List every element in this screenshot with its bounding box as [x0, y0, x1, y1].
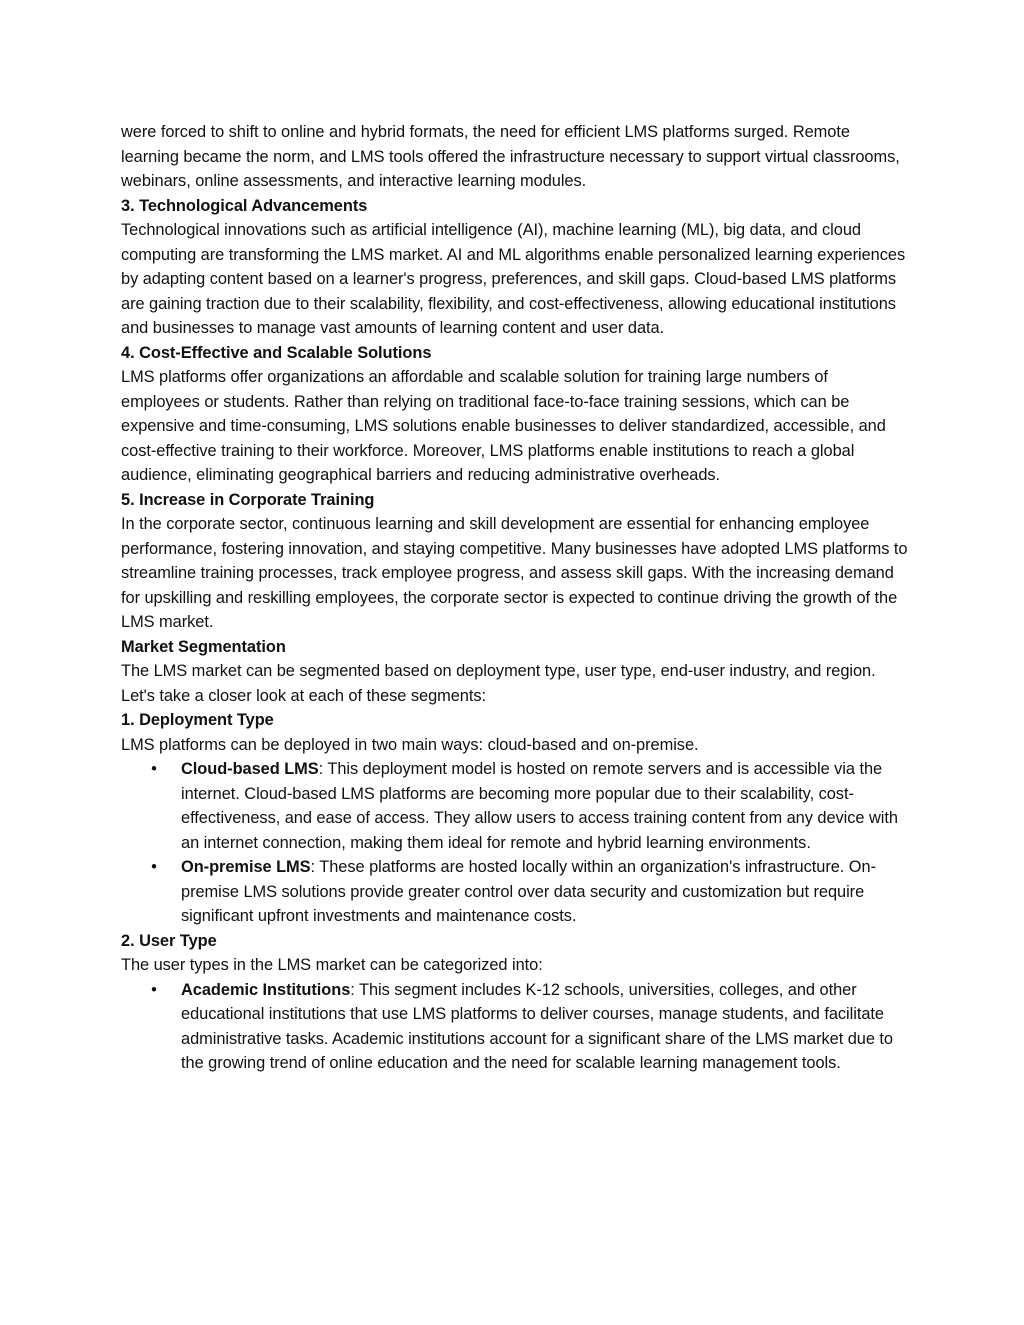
heading-cost-effective-solutions: 4. Cost-Effective and Scalable Solutions — [121, 343, 432, 362]
text-on-premise: : These platforms are hosted locally within an organization's infrastructure. On-premise LMS solutions provide greater control over data security and customization but require significant upfront investments and maintenance costs. — [181, 858, 876, 925]
user-type-list — [121, 978, 911, 1076]
text-academic-institutions: : This segment includes K-12 schools, universities, colleges, and other educational institutions that use LMS platforms to deliver courses, manage students, and facilitate administrative tasks. Academic institutions account for a significant share of the LMS market due to the growing trend of online education and the need for scalable learning management tools. — [181, 980, 893, 1072]
bullet-icon: • — [151, 760, 157, 778]
bullet-icon: • — [151, 980, 157, 999]
paragraph-user-type: The user types in the LMS market can be categorized into: — [121, 956, 543, 974]
paragraph-market-segmentation: The LMS market can be segmented based on deployment type, user type, end-user industry, and region. Let's take a closer look at each of these segments: — [121, 662, 876, 705]
list-item-academic-institutions — [121, 978, 911, 1076]
bullet-icon: • — [151, 858, 157, 876]
heading-market-segmentation: Market Segmentation — [121, 637, 286, 656]
term-on-premise: On-premise LMS — [181, 858, 311, 876]
heading-technological-advancements: 3. Technological Advancements — [121, 196, 368, 215]
heading-deployment-type: 1. Deployment Type — [121, 711, 274, 729]
deployment-type-list — [121, 757, 911, 929]
term-cloud-based: Cloud-based LMS — [181, 760, 319, 778]
text-cloud-based: : This deployment model is hosted on remote servers and is accessible via the internet. Cloud-based LMS platforms are becoming more popular due to their scalability, cost-effectiveness, and ease of access. They allow users to access training content from any device with an internet connection, making them ideal for remote and hybrid learning environments. — [181, 760, 898, 852]
paragraph-deployment-type: LMS platforms can be deployed in two main ways: cloud-based and on-premise. — [121, 735, 699, 754]
paragraph-corporate-training: In the corporate sector, continuous learning and skill development are essential for enhancing employee performance, fostering innovation, and staying competitive. Many businesses have adopted LMS platforms to streamline training processes, track employee progress, and assess skill gaps. With the increasing demand for upskilling and reskilling employees, the corporate sector is expected to continue driving the growth of the LMS market. — [121, 515, 908, 631]
list-item-on-premise — [121, 855, 911, 929]
document-page — [121, 120, 911, 1076]
list-item-cloud-based — [121, 757, 911, 855]
paragraph-cost-effective-solutions: LMS platforms offer organizations an affordable and scalable solution for training large numbers of employees or students. Rather than relying on traditional face-to-face training sessions, which can be expensive and time-consuming, LMS solutions enable businesses to deliver standardized, accessible, and cost-effective training to their workforce. Moreover, LMS platforms enable institutions to reach a global audience, eliminating geographical barriers and reducing administrative overheads. — [121, 368, 886, 484]
paragraph-intro-continuation: were forced to shift to online and hybrid formats, the need for efficient LMS platforms surged. Remote learning became the norm, and LMS tools offered the infrastructure necessary to support virtual classrooms, webinars, online assessments, and interactive learning modules. — [121, 123, 900, 190]
term-academic-institutions: Academic Institutions — [181, 980, 351, 999]
paragraph-technological-advancements: Technological innovations such as artificial intelligence (AI), machine learning (ML), big data, and cloud computing are transforming the LMS market. AI and ML algorithms enable personalized learning experiences by adapting content based on a learner's progress, preferences, and skill gaps. Cloud-based LMS platforms are gaining traction due to their scalability, flexibility, and cost-effectiveness, allowing educational institutions and businesses to manage vast amounts of learning content and user data. — [121, 221, 906, 337]
heading-corporate-training: 5. Increase in Corporate Training — [121, 490, 375, 509]
heading-user-type: 2. User Type — [121, 931, 217, 950]
